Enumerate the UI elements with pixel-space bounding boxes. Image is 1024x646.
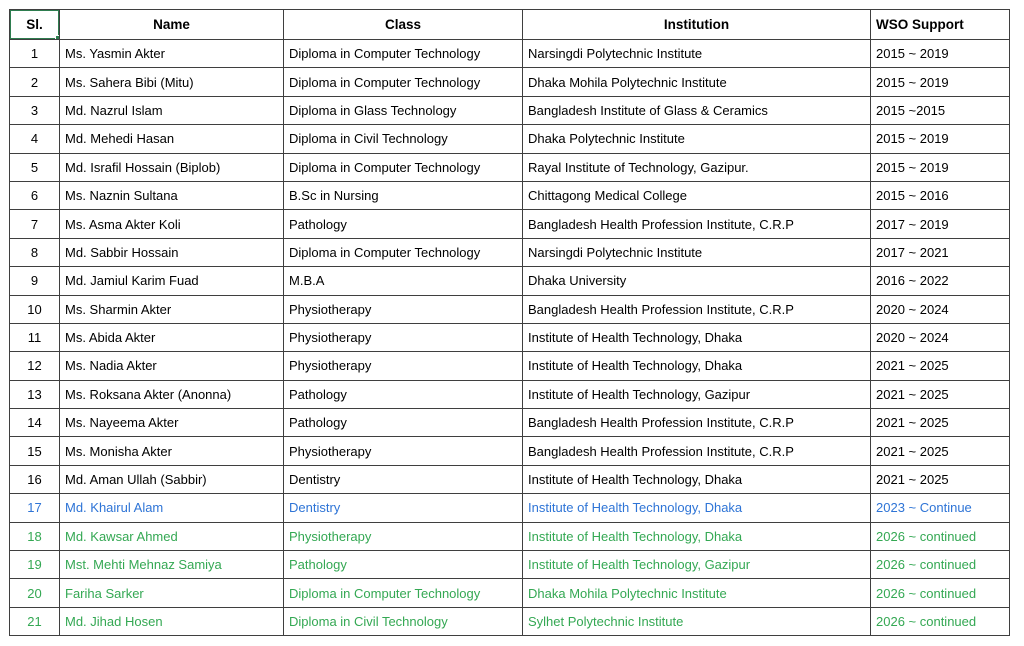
cell-sl[interactable]: 4 <box>10 125 60 153</box>
cell-sl[interactable]: 21 <box>10 607 60 635</box>
table-row <box>10 267 1010 295</box>
cell-institution[interactable]: Institute of Health Technology, Gazipur <box>523 551 871 579</box>
header-row <box>10 10 1010 40</box>
table-row <box>10 579 1010 607</box>
cell-name[interactable]: Ms. Abida Akter <box>60 323 284 351</box>
column-header-sl-label: Sl. <box>26 17 43 32</box>
cell-institution[interactable]: Institute of Health Technology, Dhaka <box>523 522 871 550</box>
cell-class[interactable]: Diploma in Civil Technology <box>284 125 523 153</box>
cell-sl[interactable]: 17 <box>10 494 60 522</box>
cell-class[interactable]: Diploma in Computer Technology <box>284 68 523 96</box>
cell-class[interactable]: Diploma in Glass Technology <box>284 96 523 124</box>
table-row <box>10 40 1010 68</box>
cell-support[interactable]: 2017 ~ 2019 <box>871 210 1010 238</box>
column-header-class[interactable] <box>284 10 523 40</box>
cell-class[interactable]: B.Sc in Nursing <box>284 181 523 209</box>
table-row <box>10 409 1010 437</box>
cell-institution[interactable]: Chittagong Medical College <box>523 181 871 209</box>
cell-class[interactable]: Pathology <box>284 210 523 238</box>
cell-name[interactable]: Md. Sabbir Hossain <box>60 238 284 266</box>
cell-name[interactable]: Ms. Sahera Bibi (Mitu) <box>60 68 284 96</box>
cell-institution[interactable]: Sylhet Polytechnic Institute <box>523 607 871 635</box>
cell-institution[interactable]: Rayal Institute of Technology, Gazipur. <box>523 153 871 181</box>
cell-support[interactable]: 2020 ~ 2024 <box>871 323 1010 351</box>
cell-name[interactable]: Fariha Sarker <box>60 579 284 607</box>
cell-sl[interactable]: 16 <box>10 465 60 493</box>
cell-class[interactable]: Physiotherapy <box>284 522 523 550</box>
table-row <box>10 125 1010 153</box>
cell-institution[interactable]: Dhaka Polytechnic Institute <box>523 125 871 153</box>
table-row <box>10 323 1010 351</box>
cell-support[interactable]: 2021 ~ 2025 <box>871 352 1010 380</box>
cell-support[interactable]: 2015 ~ 2019 <box>871 125 1010 153</box>
table-row <box>10 494 1010 522</box>
cell-name[interactable]: Md. Kawsar Ahmed <box>60 522 284 550</box>
table-row <box>10 607 1010 635</box>
data-table <box>9 9 1010 636</box>
column-header-name[interactable] <box>60 10 284 40</box>
table-row <box>10 181 1010 209</box>
cell-class[interactable]: Dentistry <box>284 465 523 493</box>
table-row <box>10 238 1010 266</box>
cell-support[interactable]: 2026 ~ continued <box>871 551 1010 579</box>
cell-name[interactable]: Ms. Sharmin Akter <box>60 295 284 323</box>
cell-sl[interactable]: 6 <box>10 181 60 209</box>
cell-institution[interactable]: Institute of Health Technology, Dhaka <box>523 323 871 351</box>
table-row <box>10 210 1010 238</box>
cell-support[interactable]: 2021 ~ 2025 <box>871 380 1010 408</box>
cell-support[interactable]: 2015 ~ 2019 <box>871 68 1010 96</box>
cell-class[interactable]: Diploma in Computer Technology <box>284 40 523 68</box>
table-row <box>10 96 1010 124</box>
cell-support[interactable]: 2026 ~ continued <box>871 579 1010 607</box>
cell-sl[interactable]: 12 <box>10 352 60 380</box>
cell-name[interactable]: Md. Nazrul Islam <box>60 96 284 124</box>
column-header-wso-support[interactable] <box>871 10 1010 40</box>
cell-name[interactable]: Ms. Naznin Sultana <box>60 181 284 209</box>
cell-sl[interactable]: 7 <box>10 210 60 238</box>
cell-sl[interactable]: 9 <box>10 267 60 295</box>
column-header-institution-label: Institution <box>663 17 730 32</box>
cell-institution[interactable]: Bangladesh Health Profession Institute, C.R.P <box>523 409 871 437</box>
cell-sl[interactable]: 5 <box>10 153 60 181</box>
cell-name[interactable]: Md. Khairul Alam <box>60 494 284 522</box>
cell-sl[interactable]: 13 <box>10 380 60 408</box>
cell-institution[interactable]: Narsingdi Polytechnic Institute <box>523 40 871 68</box>
cell-institution[interactable]: Dhaka University <box>523 267 871 295</box>
cell-support[interactable]: 2015 ~ 2019 <box>871 40 1010 68</box>
table-row <box>10 68 1010 96</box>
cell-name[interactable]: Md. Aman Ullah (Sabbir) <box>60 465 284 493</box>
cell-class[interactable]: Diploma in Computer Technology <box>284 579 523 607</box>
cell-institution[interactable]: Narsingdi Polytechnic Institute <box>523 238 871 266</box>
cell-institution[interactable]: Bangladesh Health Profession Institute, C.R.P <box>523 295 871 323</box>
cell-sl[interactable]: 1 <box>10 40 60 68</box>
cell-sl[interactable]: 20 <box>10 579 60 607</box>
cell-institution[interactable]: Institute of Health Technology, Dhaka <box>523 465 871 493</box>
cell-support[interactable]: 2026 ~ continued <box>871 607 1010 635</box>
cell-support[interactable]: 2021 ~ 2025 <box>871 437 1010 465</box>
cell-class[interactable]: Diploma in Civil Technology <box>284 607 523 635</box>
cell-support[interactable]: 2015 ~ 2019 <box>871 153 1010 181</box>
cell-support[interactable]: 2015 ~2015 <box>871 96 1010 124</box>
cell-support[interactable]: 2016 ~ 2022 <box>871 267 1010 295</box>
cell-sl[interactable]: 10 <box>10 295 60 323</box>
cell-sl[interactable]: 11 <box>10 323 60 351</box>
cell-name[interactable]: Ms. Monisha Akter <box>60 437 284 465</box>
cell-class[interactable]: M.B.A <box>284 267 523 295</box>
cell-sl[interactable]: 3 <box>10 96 60 124</box>
cell-support[interactable]: 2020 ~ 2024 <box>871 295 1010 323</box>
cell-class[interactable]: Physiotherapy <box>284 352 523 380</box>
cell-support[interactable]: 2015 ~ 2016 <box>871 181 1010 209</box>
cell-class[interactable]: Physiotherapy <box>284 295 523 323</box>
cell-institution[interactable]: Institute of Health Technology, Dhaka <box>523 494 871 522</box>
cell-support[interactable]: 2017 ~ 2021 <box>871 238 1010 266</box>
column-header-class-label: Class <box>384 17 422 32</box>
cell-sl[interactable]: 15 <box>10 437 60 465</box>
cell-class[interactable]: Physiotherapy <box>284 323 523 351</box>
table-row <box>10 522 1010 550</box>
cell-sl[interactable]: 19 <box>10 551 60 579</box>
cell-institution[interactable]: Dhaka Mohila Polytechnic Institute <box>523 68 871 96</box>
cell-name[interactable]: Md. Mehedi Hasan <box>60 125 284 153</box>
cell-institution[interactable]: Bangladesh Health Profession Institute, C.R.P <box>523 210 871 238</box>
table-row <box>10 551 1010 579</box>
column-header-wso-support-label: WSO Support <box>876 17 964 32</box>
table-row <box>10 465 1010 493</box>
table-row <box>10 153 1010 181</box>
cell-sl[interactable]: 2 <box>10 68 60 96</box>
cell-name[interactable]: Md. Israfil Hossain (Biplob) <box>60 153 284 181</box>
cell-name[interactable]: Ms. Nayeema Akter <box>60 409 284 437</box>
cell-name[interactable]: Md. Jamiul Karim Fuad <box>60 267 284 295</box>
cell-name[interactable]: Ms. Roksana Akter (Anonna) <box>60 380 284 408</box>
table-row <box>10 437 1010 465</box>
cell-institution[interactable]: Institute of Health Technology, Dhaka <box>523 352 871 380</box>
cell-class[interactable]: Dentistry <box>284 494 523 522</box>
cell-class[interactable]: Pathology <box>284 551 523 579</box>
cell-sl[interactable]: 18 <box>10 522 60 550</box>
cell-support[interactable]: 2023 ~ Continue <box>871 494 1010 522</box>
cell-institution[interactable]: Bangladesh Health Profession Institute, C.R.P <box>523 437 871 465</box>
cell-support[interactable]: 2026 ~ continued <box>871 522 1010 550</box>
cell-support[interactable]: 2021 ~ 2025 <box>871 465 1010 493</box>
column-header-institution[interactable] <box>523 10 871 40</box>
cell-name[interactable]: Ms. Asma Akter Koli <box>60 210 284 238</box>
column-header-name-label: Name <box>153 17 190 32</box>
column-header-sl[interactable] <box>10 10 60 40</box>
cell-class[interactable]: Physiotherapy <box>284 437 523 465</box>
table-row <box>10 352 1010 380</box>
selection-fill-handle[interactable] <box>55 35 60 40</box>
student-support-table <box>9 9 1010 636</box>
cell-class[interactable]: Diploma in Computer Technology <box>284 238 523 266</box>
cell-name[interactable]: Ms. Yasmin Akter <box>60 40 284 68</box>
cell-class[interactable]: Pathology <box>284 380 523 408</box>
cell-class[interactable]: Pathology <box>284 409 523 437</box>
cell-institution[interactable]: Bangladesh Institute of Glass & Ceramics <box>523 96 871 124</box>
cell-name[interactable]: Ms. Nadia Akter <box>60 352 284 380</box>
table-row <box>10 295 1010 323</box>
table-body <box>10 40 1010 636</box>
cell-institution[interactable]: Institute of Health Technology, Gazipur <box>523 380 871 408</box>
cell-support[interactable]: 2021 ~ 2025 <box>871 409 1010 437</box>
cell-class[interactable]: Diploma in Computer Technology <box>284 153 523 181</box>
cell-name[interactable]: Mst. Mehti Mehnaz Samiya <box>60 551 284 579</box>
table-row <box>10 380 1010 408</box>
cell-sl[interactable]: 8 <box>10 238 60 266</box>
cell-sl[interactable]: 14 <box>10 409 60 437</box>
cell-institution[interactable]: Dhaka Mohila Polytechnic Institute <box>523 579 871 607</box>
cell-name[interactable]: Md. Jihad Hosen <box>60 607 284 635</box>
